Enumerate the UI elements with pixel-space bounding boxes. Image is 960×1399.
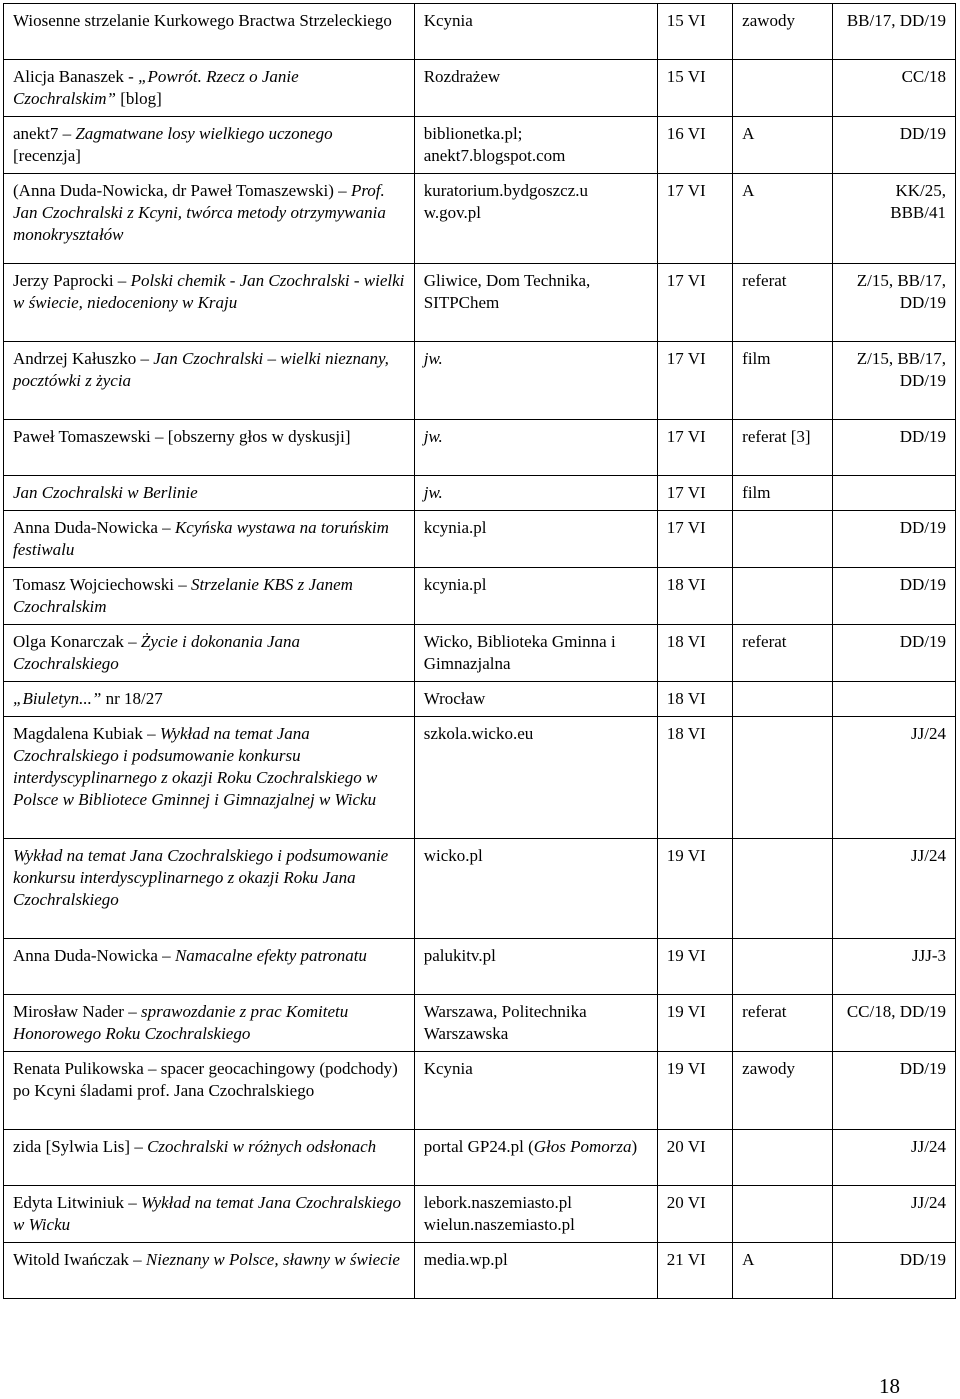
table-row — [4, 117, 956, 174]
table-row — [4, 717, 956, 839]
place-text: palukitv.pl — [423, 946, 496, 965]
cell-date: 17 VI — [657, 264, 732, 342]
cell-type — [733, 839, 833, 939]
cell-title — [4, 995, 415, 1052]
table-row — [4, 174, 956, 264]
cell-title — [4, 476, 415, 511]
table-row — [4, 264, 956, 342]
author-text: Mirosław Nader – — [13, 1002, 141, 1021]
title-italic-text: Wykład na temat Jana Czochralskiego i podsumowanie konkursu interdyscyplinarnego z okazji Roku Czochralskiego w Polsce w Bibliotece Gminnej i Gimnazjalnej w Wicku — [13, 724, 378, 809]
author-text: Magdalena Kubiak – — [13, 724, 160, 743]
cell-title — [4, 511, 415, 568]
cell-place — [414, 1052, 657, 1130]
cell-title — [4, 1052, 415, 1130]
cell-place — [414, 939, 657, 995]
cell-place — [414, 420, 657, 476]
title-italic-text: Życie i dokonania Jana Czochralskiego — [13, 632, 301, 673]
author-text: Olga Konarczak – — [13, 632, 141, 651]
table-row — [4, 1186, 956, 1243]
author-text: Paweł Tomaszewski – [obszerny głos w dyskusji] — [13, 427, 351, 446]
cell-type: referat [3] — [733, 420, 833, 476]
table-row — [4, 60, 956, 117]
title-italic-text: „Biuletyn...” — [13, 689, 102, 708]
title-italic-text: Polski chemik - Jan Czochralski - wielki w świecie, niedoceniony w Kraju — [13, 271, 405, 312]
cell-type: zawody — [733, 4, 833, 60]
cell-title — [4, 174, 415, 264]
events-table — [3, 3, 956, 1299]
title-italic-text: Namacalne efekty patronatu — [174, 946, 367, 965]
author-text: [blog] — [115, 89, 162, 108]
cell-date: 20 VI — [657, 1186, 732, 1243]
cell-reference: DD/19 — [833, 420, 956, 476]
cell-place — [414, 682, 657, 717]
table-row — [4, 476, 956, 511]
author-text: Tomasz Wojciechowski – — [13, 575, 191, 594]
cell-reference: JJ/24 — [833, 1186, 956, 1243]
cell-date: 17 VI — [657, 420, 732, 476]
place-text: jw. — [423, 483, 443, 502]
cell-type: A — [733, 1243, 833, 1299]
place-text: jw. — [423, 427, 443, 446]
cell-date: 18 VI — [657, 682, 732, 717]
cell-place — [414, 625, 657, 682]
cell-title — [4, 625, 415, 682]
cell-reference: JJ/24 — [833, 1130, 956, 1186]
author-text: Andrzej Kałuszko – — [13, 349, 154, 368]
author-text: Wiosenne strzelanie Kurkowego Bractwa Strzeleckiego — [13, 11, 392, 30]
cell-type: A — [733, 117, 833, 174]
author-text: Alicja Banaszek - — [13, 67, 139, 86]
cell-place — [414, 839, 657, 939]
title-italic-text: Nieznany w Polsce, sławny w świecie — [145, 1250, 400, 1269]
author-text: Jerzy Paprocki – — [13, 271, 131, 290]
table-row — [4, 420, 956, 476]
cell-place — [414, 117, 657, 174]
place-text: szkola.wicko.eu — [423, 724, 534, 743]
cell-reference: DD/19 — [833, 511, 956, 568]
cell-place — [414, 1186, 657, 1243]
cell-date: 17 VI — [657, 511, 732, 568]
author-text: (Anna Duda-Nowicka, dr Paweł Tomaszewski) – — [13, 181, 351, 200]
place-text: lebork.naszemiasto.pl wielun.naszemiasto.pl — [423, 1193, 575, 1234]
table-row — [4, 1130, 956, 1186]
cell-title — [4, 264, 415, 342]
cell-title — [4, 4, 415, 60]
cell-type: referat — [733, 625, 833, 682]
title-italic-text: Kcyńska wystawa na toruńskim festiwalu — [13, 518, 389, 559]
cell-date: 19 VI — [657, 1052, 732, 1130]
place-text: kcynia.pl — [423, 518, 487, 537]
place-text: portal GP24.pl ( — [423, 1137, 534, 1156]
cell-reference: JJ/24 — [833, 717, 956, 839]
cell-date: 17 VI — [657, 174, 732, 264]
place-text: media.wp.pl — [423, 1250, 508, 1269]
author-text: Witold Iwańczak – — [13, 1250, 146, 1269]
author-text: [recenzja] — [13, 146, 81, 165]
place-text: kuratorium.bydgoszcz.u w.gov.pl — [423, 181, 589, 222]
place-text: Kcynia — [423, 1059, 473, 1078]
place-text: Kcynia — [423, 11, 473, 30]
place-text: biblionetka.pl; anekt7.blogspot.com — [423, 124, 566, 165]
cell-reference: JJJ-3 — [833, 939, 956, 995]
cell-title — [4, 717, 415, 839]
cell-date: 20 VI — [657, 1130, 732, 1186]
place-text: wicko.pl — [423, 846, 483, 865]
table-row — [4, 682, 956, 717]
cell-reference — [833, 682, 956, 717]
cell-place — [414, 1130, 657, 1186]
cell-title — [4, 839, 415, 939]
cell-reference: JJ/24 — [833, 839, 956, 939]
title-italic-text: Prof. Jan Czochralski z Kcyni, twórca metody otrzymywania monokryształów — [13, 181, 386, 244]
cell-title — [4, 117, 415, 174]
cell-type: zawody — [733, 1052, 833, 1130]
place-text: jw. — [423, 349, 443, 368]
cell-place — [414, 476, 657, 511]
author-text: Anna Duda-Nowicka – — [13, 518, 175, 537]
author-text: Edyta Litwiniuk – — [13, 1193, 141, 1212]
cell-reference: Z/15, BB/17, DD/19 — [833, 342, 956, 420]
cell-reference: CC/18 — [833, 60, 956, 117]
cell-type — [733, 1130, 833, 1186]
place-text: Wrocław — [423, 689, 486, 708]
cell-reference: DD/19 — [833, 1243, 956, 1299]
cell-type — [733, 568, 833, 625]
place-italic-text: Głos Pomorza — [533, 1137, 632, 1156]
cell-title — [4, 60, 415, 117]
author-text: nr 18/27 — [101, 689, 163, 708]
author-text: Renata Pulikowska – spacer geocachingowy (podchody) po Kcyni śladami prof. Jana Czochralskiego — [13, 1059, 398, 1100]
cell-place — [414, 264, 657, 342]
cell-title — [4, 568, 415, 625]
cell-date: 17 VI — [657, 476, 732, 511]
cell-place — [414, 4, 657, 60]
cell-date: 19 VI — [657, 995, 732, 1052]
place-text: kcynia.pl — [423, 575, 487, 594]
place-text: Warszawa, Politechnika Warszawska — [423, 1002, 587, 1043]
cell-place — [414, 717, 657, 839]
cell-reference: BB/17, DD/19 — [833, 4, 956, 60]
cell-title — [4, 342, 415, 420]
cell-date: 16 VI — [657, 117, 732, 174]
cell-type: film — [733, 342, 833, 420]
cell-reference: DD/19 — [833, 1052, 956, 1130]
cell-place — [414, 342, 657, 420]
cell-reference: CC/18, DD/19 — [833, 995, 956, 1052]
cell-date: 18 VI — [657, 625, 732, 682]
title-italic-text: Wykład na temat Jana Czochralskiego i podsumowanie konkursu interdyscyplinarnego z okazji Roku Jana Czochralskiego — [13, 846, 389, 909]
events-table-body — [4, 4, 956, 1299]
cell-type — [733, 511, 833, 568]
title-italic-text: Zagmatwane losy wielkiego uczonego — [75, 124, 333, 143]
cell-title — [4, 1130, 415, 1186]
table-row — [4, 342, 956, 420]
cell-place — [414, 568, 657, 625]
cell-reference: DD/19 — [833, 625, 956, 682]
cell-date: 18 VI — [657, 568, 732, 625]
cell-date: 19 VI — [657, 939, 732, 995]
table-row — [4, 568, 956, 625]
title-italic-text: „Powrót. Rzecz o Janie Czochralskim” — [13, 67, 299, 108]
table-row — [4, 4, 956, 60]
author-text: zida [Sylwia Lis] – — [13, 1137, 148, 1156]
title-italic-text: Jan Czochralski – wielki nieznany, pocztówki z życia — [13, 349, 389, 390]
cell-date: 15 VI — [657, 4, 732, 60]
cell-type: A — [733, 174, 833, 264]
cell-date: 17 VI — [657, 342, 732, 420]
author-text: anekt7 – — [13, 124, 76, 143]
table-row — [4, 1052, 956, 1130]
cell-title — [4, 1243, 415, 1299]
table-row — [4, 1243, 956, 1299]
cell-date: 21 VI — [657, 1243, 732, 1299]
cell-type — [733, 682, 833, 717]
cell-title — [4, 939, 415, 995]
cell-place — [414, 1243, 657, 1299]
page-number: 18 — [879, 1374, 900, 1398]
cell-reference: DD/19 — [833, 568, 956, 625]
cell-date: 18 VI — [657, 717, 732, 839]
cell-type — [733, 1186, 833, 1243]
title-italic-text: Czochralski w różnych odsłonach — [147, 1137, 377, 1156]
cell-place — [414, 60, 657, 117]
title-italic-text: Strzelanie KBS z Janem Czochralskim — [13, 575, 353, 616]
cell-title — [4, 420, 415, 476]
table-row — [4, 839, 956, 939]
table-row — [4, 939, 956, 995]
title-italic-text: sprawozdanie z prac Komitetu Honorowego Roku Czochralskiego — [13, 1002, 349, 1043]
place-text: Gliwice, Dom Technika, SITPChem — [423, 271, 591, 312]
cell-type: film — [733, 476, 833, 511]
cell-date: 15 VI — [657, 60, 732, 117]
place-end-text: ) — [631, 1137, 638, 1156]
cell-type — [733, 939, 833, 995]
cell-place — [414, 995, 657, 1052]
table-row — [4, 625, 956, 682]
cell-type: referat — [733, 264, 833, 342]
title-italic-text: Jan Czochralski w Berlinie — [13, 483, 198, 502]
cell-reference — [833, 476, 956, 511]
cell-place — [414, 174, 657, 264]
cell-reference: DD/19 — [833, 117, 956, 174]
cell-title — [4, 682, 415, 717]
place-text: Rozdrażew — [423, 67, 501, 86]
cell-type — [733, 60, 833, 117]
cell-title — [4, 1186, 415, 1243]
cell-type — [733, 717, 833, 839]
cell-date: 19 VI — [657, 839, 732, 939]
place-text: Wicko, Biblioteka Gminna i Gimnazjalna — [423, 632, 616, 673]
table-row — [4, 995, 956, 1052]
cell-type: referat — [733, 995, 833, 1052]
table-row — [4, 511, 956, 568]
cell-reference: KK/25, BBB/41 — [833, 174, 956, 264]
cell-place — [414, 511, 657, 568]
author-text: Anna Duda-Nowicka – — [13, 946, 175, 965]
title-italic-text: Wykład na temat Jana Czochralskiego w Wicku — [13, 1193, 401, 1234]
cell-reference: Z/15, BB/17, DD/19 — [833, 264, 956, 342]
